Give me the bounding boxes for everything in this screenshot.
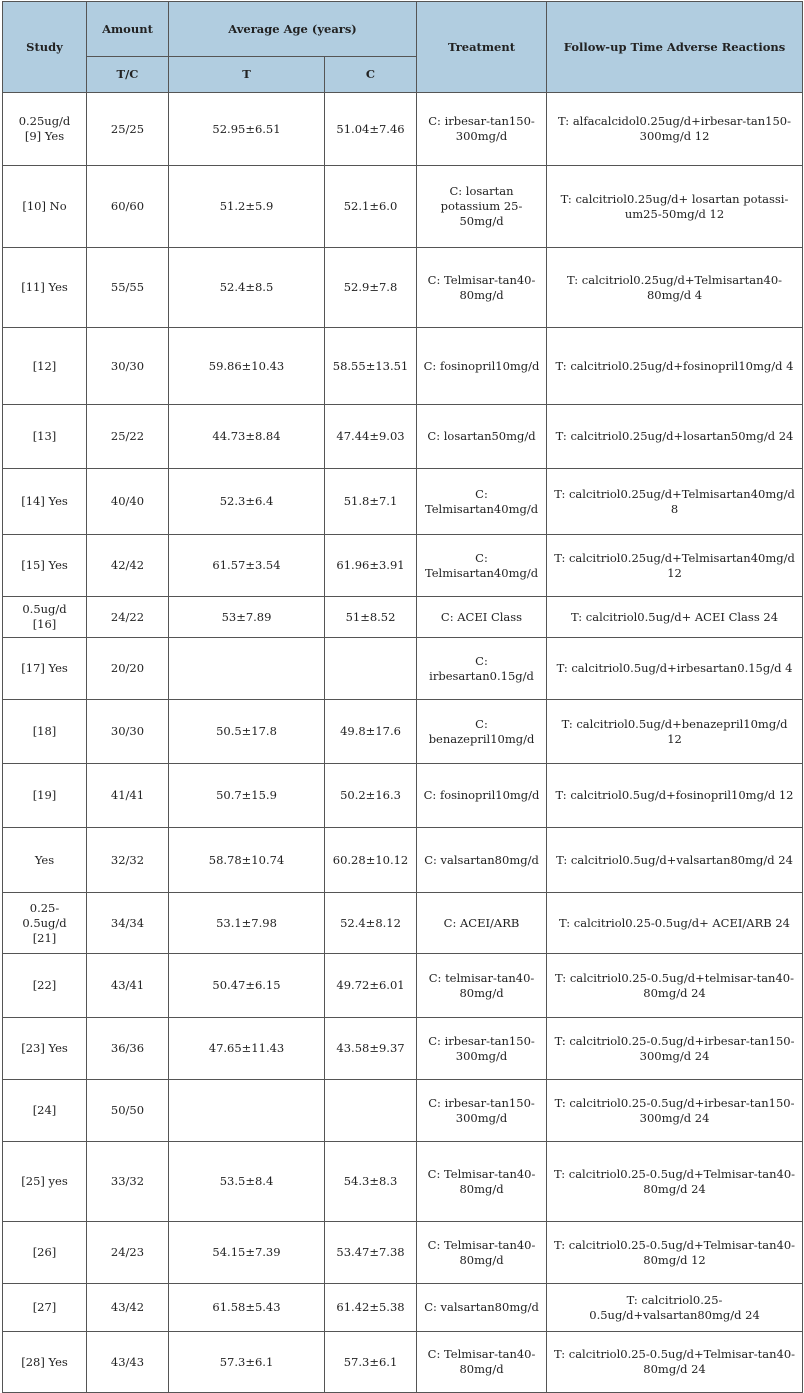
age-c-cell: 49.72±6.01 [325, 954, 417, 1018]
age-t-cell: 53.5±8.4 [169, 1142, 325, 1222]
age-t-cell: 54.15±7.39 [169, 1222, 325, 1284]
table-row [3, 828, 803, 893]
amount-cell: 24/23 [87, 1222, 169, 1284]
age-c-cell: 52.4±8.12 [325, 893, 417, 954]
table-row [3, 700, 803, 764]
study-cell: [10] No [3, 166, 87, 248]
header-age-t: T [169, 57, 325, 93]
amount-cell: 60/60 [87, 166, 169, 248]
age-c-cell: 47.44±9.03 [325, 405, 417, 469]
amount-cell: 33/32 [87, 1142, 169, 1222]
amount-cell: 55/55 [87, 248, 169, 328]
table-body [3, 93, 803, 1393]
treatment-cell: C: valsartan80mg/d [417, 1284, 547, 1332]
treatment-cell: C: telmisar-tan40-80mg/d [417, 954, 547, 1018]
followup-cell: T: calcitriol0.5ug/d+fosinopril10mg/d 12 [547, 764, 803, 828]
study-cell: [15] Yes [3, 535, 87, 597]
amount-cell: 43/42 [87, 1284, 169, 1332]
age-t-cell: 50.7±15.9 [169, 764, 325, 828]
table-row [3, 535, 803, 597]
study-cell: [25] yes [3, 1142, 87, 1222]
study-cell: 0.25-0.5ug/d [21] [3, 893, 87, 954]
followup-cell: T: calcitriol0.25-0.5ug/d+Telmisar-tan40-80mg/d 24 [547, 1142, 803, 1222]
table-row [3, 954, 803, 1018]
age-c-cell: 51.8±7.1 [325, 469, 417, 535]
treatment-cell: C: Telmisar-tan40-80mg/d [417, 1142, 547, 1222]
followup-cell: T: calcitriol0.5ug/d+irbesartan0.15g/d 4 [547, 638, 803, 700]
age-t-cell: 50.47±6.15 [169, 954, 325, 1018]
treatment-cell: C: irbesartan0.15g/d [417, 638, 547, 700]
table-row [3, 1332, 803, 1393]
age-c-cell: 49.8±17.6 [325, 700, 417, 764]
treatment-cell: C: Telmisartan40mg/d [417, 535, 547, 597]
followup-cell: T: calcitriol0.25-0.5ug/d+Telmisar-tan40-80mg/d 24 [547, 1332, 803, 1393]
study-cell: [26] [3, 1222, 87, 1284]
treatment-cell: C: ACEI Class [417, 597, 547, 638]
amount-cell: 43/43 [87, 1332, 169, 1393]
age-t-cell: 52.3±6.4 [169, 469, 325, 535]
age-c-cell: 52.9±7.8 [325, 248, 417, 328]
study-cell: [24] [3, 1080, 87, 1142]
age-t-cell: 53±7.89 [169, 597, 325, 638]
treatment-cell: C: benazepril10mg/d [417, 700, 547, 764]
followup-cell: T: calcitriol0.25ug/d+losartan50mg/d 24 [547, 405, 803, 469]
study-cell: [27] [3, 1284, 87, 1332]
followup-cell: T: calcitriol0.25ug/d+Telmisartan40-80mg/d 4 [547, 248, 803, 328]
treatment-cell: C: fosinopril10mg/d [417, 764, 547, 828]
treatment-cell: C: Telmisar-tan40-80mg/d [417, 1332, 547, 1393]
header-study: Study [3, 2, 87, 93]
age-t-cell: 52.95±6.51 [169, 93, 325, 166]
age-c-cell: 43.58±9.37 [325, 1018, 417, 1080]
age-c-cell: 51±8.52 [325, 597, 417, 638]
table-row [3, 405, 803, 469]
table-row [3, 1142, 803, 1222]
age-c-cell: 61.42±5.38 [325, 1284, 417, 1332]
amount-cell: 30/30 [87, 328, 169, 405]
amount-cell: 36/36 [87, 1018, 169, 1080]
table-row [3, 166, 803, 248]
study-cell: [19] [3, 764, 87, 828]
age-t-cell: 61.58±5.43 [169, 1284, 325, 1332]
header-followup: Follow-up Time Adverse Reactions [547, 2, 803, 93]
amount-cell: 40/40 [87, 469, 169, 535]
followup-cell: T: calcitriol0.25-0.5ug/d+valsartan80mg/d 24 [547, 1284, 803, 1332]
amount-cell: 41/41 [87, 764, 169, 828]
header-tc: T/C [87, 57, 169, 93]
study-cell: [13] [3, 405, 87, 469]
header-treatment: Treatment [417, 2, 547, 93]
treatment-cell: C: Telmisar-tan40-80mg/d [417, 1222, 547, 1284]
age-t-cell: 51.2±5.9 [169, 166, 325, 248]
treatment-cell: C: ACEI/ARB [417, 893, 547, 954]
age-t-cell: 44.73±8.84 [169, 405, 325, 469]
table-row [3, 638, 803, 700]
amount-cell: 25/22 [87, 405, 169, 469]
study-characteristics-table [2, 1, 803, 1393]
study-cell: [17] Yes [3, 638, 87, 700]
age-t-cell: 52.4±8.5 [169, 248, 325, 328]
amount-cell: 32/32 [87, 828, 169, 893]
followup-cell: T: calcitriol0.25-0.5ug/d+ ACEI/ARB 24 [547, 893, 803, 954]
treatment-cell: C: Telmisar-tan40-80mg/d [417, 248, 547, 328]
age-c-cell: 52.1±6.0 [325, 166, 417, 248]
followup-cell: T: calcitriol0.25-0.5ug/d+telmisar-tan40-80mg/d 24 [547, 954, 803, 1018]
age-t-cell: 50.5±17.8 [169, 700, 325, 764]
treatment-cell: C: irbesar-tan150-300mg/d [417, 1080, 547, 1142]
header-amount: Amount [87, 2, 169, 57]
age-c-cell: 53.47±7.38 [325, 1222, 417, 1284]
age-c-cell: 60.28±10.12 [325, 828, 417, 893]
followup-cell: T: alfacalcidol0.25ug/d+irbesar-tan150-300mg/d 12 [547, 93, 803, 166]
header-age-c: C [325, 57, 417, 93]
treatment-cell: C: irbesar-tan150-300mg/d [417, 93, 547, 166]
followup-cell: T: calcitriol0.5ug/d+benazepril10mg/d 12 [547, 700, 803, 764]
table-row [3, 93, 803, 166]
age-c-cell [325, 638, 417, 700]
age-t-cell: 47.65±11.43 [169, 1018, 325, 1080]
study-cell: Yes [3, 828, 87, 893]
age-c-cell: 54.3±8.3 [325, 1142, 417, 1222]
age-t-cell: 53.1±7.98 [169, 893, 325, 954]
age-t-cell: 57.3±6.1 [169, 1332, 325, 1393]
followup-cell: T: calcitriol0.5ug/d+ ACEI Class 24 [547, 597, 803, 638]
followup-cell: T: calcitriol0.25-0.5ug/d+irbesar-tan150-300mg/d 24 [547, 1018, 803, 1080]
followup-cell: T: calcitriol0.25ug/d+Telmisartan40mg/d 8 [547, 469, 803, 535]
study-cell: 0.25ug/d [9] Yes [3, 93, 87, 166]
age-t-cell: 58.78±10.74 [169, 828, 325, 893]
age-c-cell: 51.04±7.46 [325, 93, 417, 166]
amount-cell: 50/50 [87, 1080, 169, 1142]
table-row [3, 1018, 803, 1080]
age-c-cell: 61.96±3.91 [325, 535, 417, 597]
amount-cell: 20/20 [87, 638, 169, 700]
table-row [3, 893, 803, 954]
study-cell: [22] [3, 954, 87, 1018]
amount-cell: 25/25 [87, 93, 169, 166]
study-cell: 0.5ug/d [16] [3, 597, 87, 638]
age-c-cell [325, 1080, 417, 1142]
followup-cell: T: calcitriol0.25ug/d+Telmisartan40mg/d 12 [547, 535, 803, 597]
study-cell: [23] Yes [3, 1018, 87, 1080]
followup-cell: T: calcitriol0.25ug/d+fosinopril10mg/d 4 [547, 328, 803, 405]
amount-cell: 34/34 [87, 893, 169, 954]
followup-cell: T: calcitriol0.25-0.5ug/d+Telmisar-tan40-80mg/d 12 [547, 1222, 803, 1284]
table-row [3, 1080, 803, 1142]
treatment-cell: C: irbesar-tan150-300mg/d [417, 1018, 547, 1080]
amount-cell: 43/41 [87, 954, 169, 1018]
age-c-cell: 57.3±6.1 [325, 1332, 417, 1393]
age-t-cell: 61.57±3.54 [169, 535, 325, 597]
table-row [3, 469, 803, 535]
amount-cell: 30/30 [87, 700, 169, 764]
study-cell: [18] [3, 700, 87, 764]
treatment-cell: C: losartan potassium 25-50mg/d [417, 166, 547, 248]
header-average-age: Average Age (years) [169, 2, 417, 57]
age-c-cell: 58.55±13.51 [325, 328, 417, 405]
age-t-cell: 59.86±10.43 [169, 328, 325, 405]
followup-cell: T: calcitriol0.5ug/d+valsartan80mg/d 24 [547, 828, 803, 893]
followup-cell: T: calcitriol0.25-0.5ug/d+irbesar-tan150-300mg/d 24 [547, 1080, 803, 1142]
table-row [3, 764, 803, 828]
study-cell: [12] [3, 328, 87, 405]
amount-cell: 24/22 [87, 597, 169, 638]
table-row [3, 248, 803, 328]
study-cell: [14] Yes [3, 469, 87, 535]
treatment-cell: C: fosinopril10mg/d [417, 328, 547, 405]
treatment-cell: C: Telmisartan40mg/d [417, 469, 547, 535]
treatment-cell: C: losartan50mg/d [417, 405, 547, 469]
table-row [3, 1222, 803, 1284]
table-row [3, 328, 803, 405]
age-c-cell: 50.2±16.3 [325, 764, 417, 828]
header-row [3, 2, 803, 57]
amount-cell: 42/42 [87, 535, 169, 597]
treatment-cell: C: valsartan80mg/d [417, 828, 547, 893]
study-cell: [11] Yes [3, 248, 87, 328]
age-t-cell [169, 1080, 325, 1142]
followup-cell: T: calcitriol0.25ug/d+ losartan potassi-um25-50mg/d 12 [547, 166, 803, 248]
study-cell: [28] Yes [3, 1332, 87, 1393]
table-row [3, 597, 803, 638]
table-row [3, 1284, 803, 1332]
age-t-cell [169, 638, 325, 700]
